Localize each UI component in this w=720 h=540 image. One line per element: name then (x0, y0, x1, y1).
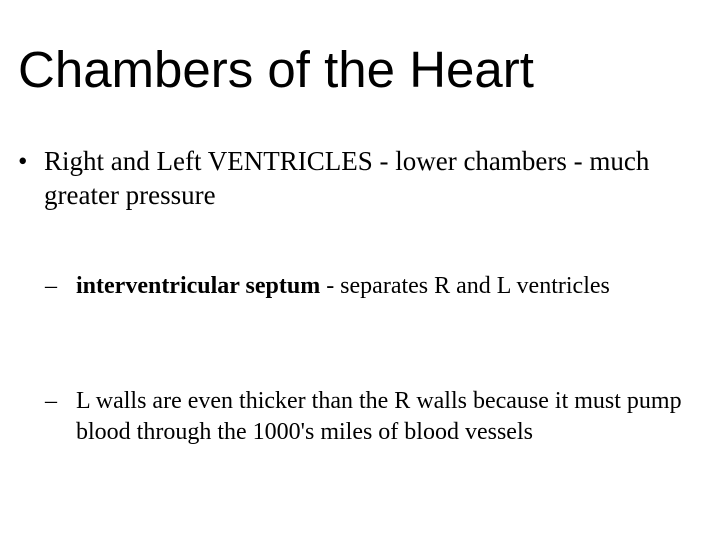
subbullet-item (45, 271, 685, 302)
bullet-term: Right and Left VENTRICLES (44, 146, 373, 176)
subbullet-text (45, 271, 685, 302)
bullet-rest: - lower chambers - much greater pressure (44, 146, 650, 210)
subbullet-text (45, 386, 685, 448)
bullet-text (18, 144, 708, 212)
subbullet-rest: - separates R and L ventricles (320, 273, 610, 299)
subbullet-term: interventricular septum (76, 273, 321, 299)
subbullet-item (45, 386, 685, 448)
bullet-marker: • (18, 146, 28, 176)
subbullet-rest: L walls are even thicker than the R walls because it must pump blood through the 1000's miles of blood vessels (76, 388, 682, 445)
subbullet-marker: – (45, 388, 57, 414)
bullet-item (18, 144, 708, 212)
subbullet-marker: – (45, 273, 57, 299)
slide-title: Chambers of the Heart (18, 41, 534, 98)
